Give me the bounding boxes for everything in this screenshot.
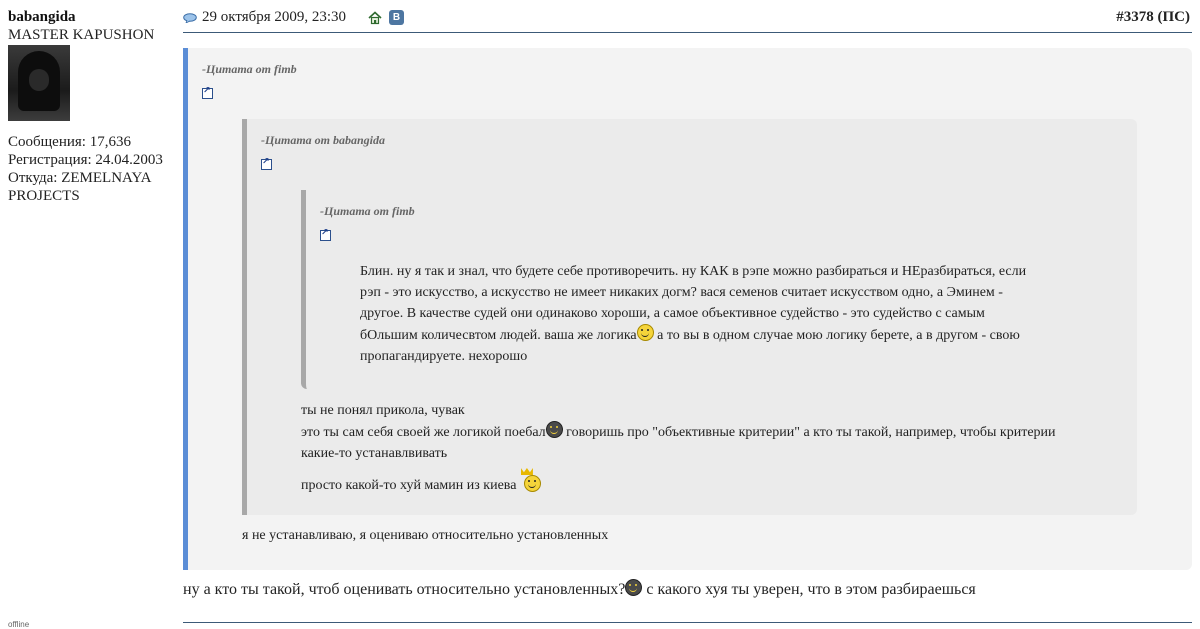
- quote-inner-line: рэп - это искусство, а искусство не имеет никаких догм? вася семенов считает искусством одно, а Эминем -: [360, 285, 1003, 300]
- user-location-line1: Откуда: ZEMELNAYA: [8, 170, 152, 186]
- quote-middle-text: [301, 400, 1056, 496]
- post-number-link[interactable]: #3378: [1116, 9, 1154, 25]
- quote-outer-link-icon[interactable]: [202, 88, 213, 99]
- quote-outer-reply: я не устанавливаю, я оцениваю относительно установленных: [242, 528, 609, 543]
- user-rank: MASTER KAPUSHON: [8, 27, 155, 43]
- vk-icon[interactable]: B: [389, 10, 404, 25]
- king-smile-icon: [520, 469, 542, 491]
- user-sidebar: [8, 8, 178, 205]
- quote-middle-line: [301, 421, 1056, 443]
- quote-outer-header: -Цитата от fimb: [202, 62, 297, 76]
- quote-middle-line-part: это ты сам себя своей же логикой поебал: [301, 425, 546, 440]
- smile-icon: [637, 324, 654, 341]
- post-divider: [183, 622, 1192, 623]
- quote-middle-line-part: просто какой-то хуй мамин из киева: [301, 478, 517, 493]
- quote-inner-link-icon[interactable]: [320, 230, 331, 241]
- evil-smile-icon: [546, 421, 563, 438]
- quote-inner-line: пропагандируете. нехорошо: [360, 349, 528, 364]
- quote-inner-line-part: а то вы в одном случае мою логику берете, а в другом - свою: [653, 328, 1020, 343]
- evil-smile-icon: [625, 579, 642, 596]
- post-body-part: с какого хуя ты уверен, что в этом разбираешься: [642, 581, 976, 598]
- quote-middle-link-icon[interactable]: [261, 159, 272, 170]
- quote-middle-line-part: говоришь про "объективные критерии" а кто ты такой, например, чтобы критерии: [562, 425, 1056, 440]
- post-tag: (ПС): [1157, 9, 1190, 25]
- quote-middle-line: [301, 469, 1056, 496]
- avatar[interactable]: [8, 45, 70, 121]
- user-location-line2: PROJECTS: [8, 188, 80, 204]
- quote-inner-header: -Цитата от fimb: [320, 204, 415, 218]
- quote-inner-line-part: бОльшим количесвтом людей. ваша же логика: [360, 328, 637, 343]
- quote-inner-line: [360, 324, 1026, 346]
- post-number[interactable]: [1116, 9, 1190, 26]
- user-registration-date: Регистрация: 24.04.2003: [8, 152, 163, 168]
- quote-middle-line: ты не понял прикола, чувак: [301, 403, 465, 418]
- post-header: [183, 6, 1192, 33]
- crown-shape: [521, 468, 533, 475]
- user-post-count: Сообщения: 17,636: [8, 134, 131, 150]
- quote-middle-line: какие-то устанавлвивать: [301, 446, 448, 461]
- smile-shape: [524, 475, 541, 492]
- post-date: 29 октября 2009, 23:30: [202, 9, 347, 25]
- quote-inner-line: другое. В качестве судей они одинаково хороши, а самое объективное судейство - это судейство с самым: [360, 306, 985, 321]
- user-status: offline: [8, 620, 30, 629]
- quote-inner-text: [360, 261, 1026, 367]
- quote-middle-header: -Цитата от babangida: [261, 133, 386, 147]
- username-link[interactable]: babangida: [8, 9, 76, 25]
- quote-inner-line: Блин. ну я так и знал, что будете себе противоречить. ну КАК в рэпе можно разбираться и НЕразбираться, если: [360, 264, 1027, 279]
- post-body: [183, 579, 976, 600]
- comment-bubble-icon: [183, 13, 197, 23]
- home-icon[interactable]: [368, 11, 382, 25]
- post-body-part: ну а кто ты такой, чтоб оценивать относительно установленных?: [183, 581, 626, 598]
- avatar-face-shape: [29, 69, 49, 91]
